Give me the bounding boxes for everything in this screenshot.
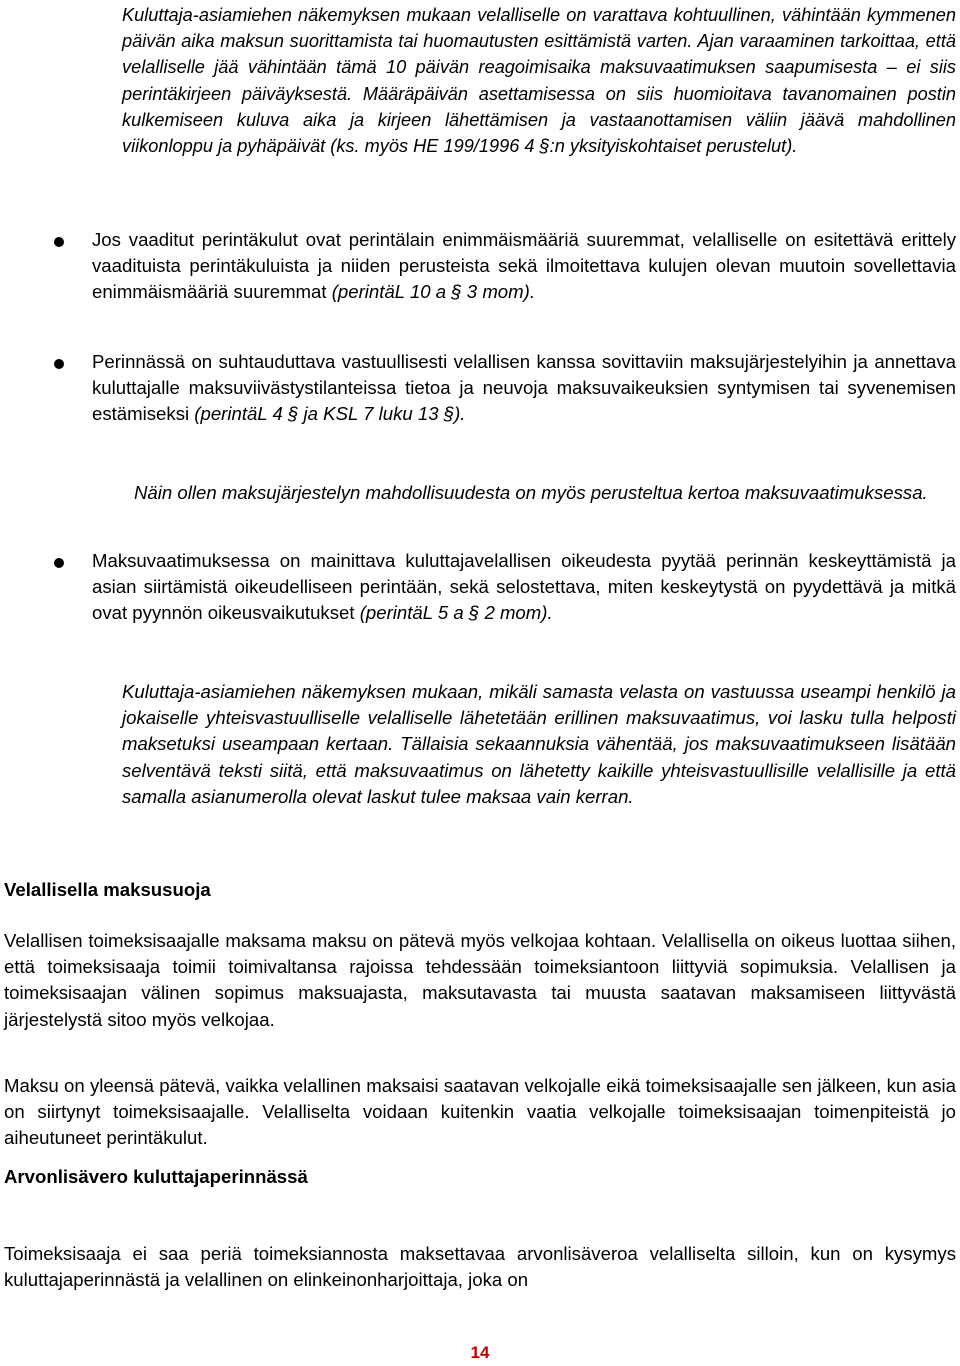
bullet-text: Jos vaaditut perintäkulut ovat perintälain enimmäismääriä suuremmat, velalliselle on esitettävä erittely vaadituista perintäkuluista ja niiden perusteista sekä ilmoitettava kulujen olevan muutoin sovellettavia enimmäismääriä suuremmat [92, 229, 956, 303]
bullet-quote: Näin ollen maksujärjestelyn mahdollisuudesta on myös perusteltua kertoa maksuvaatimuksessa. [134, 482, 928, 503]
legal-reference: (perintäL 10 a § 3 mom). [331, 281, 535, 303]
intro-quote: Kuluttaja-asiamiehen näkemyksen mukaan velalliselle on varattava kohtuullinen, vähintään kymmenen päivän aika maksun suorittamista tai huomautusten esittämistä varten. Ajan varaaminen tarkoittaa, että velalliselle jää vähintään tämä 10 päivän reagoimisaika maksuvaatimuksen saapumisesta – ei siis perintäkirjeen päiväyksestä. Määräpäivän asettamisessa on siis huomioitava tavanomainen postin kulkemiseen kuluva aika ja kirjeen lähettämisen ja vastaanottamisen väliin jäävä mahdollinen viikonloppu ja pyhäpäivät (ks. myös HE 199/1996 4 §:n yksityiskohtaiset perustelut). [122, 5, 956, 157]
page-number: 14 [470, 1343, 490, 1362]
bullet-dot [54, 237, 64, 247]
bullet-dot [54, 558, 64, 568]
body-paragraph: Maksu on yleensä pätevä, vaikka velallinen maksaisi saatavan velkojalle eikä toimeksisaajalle sen jälkeen, kun asia on siirtynyt toimeksisaajalle. Velalliselta voidaan kuitenkin vaatia velkojalle toimeksisaajan toimenpiteistä jo aiheutuneet perintäkulut. [4, 1075, 956, 1149]
bullet-quote: Kuluttaja-asiamiehen näkemyksen mukaan, mikäli samasta velasta on vastuussa useampi henkilö ja jokaiselle yhteisvastuulliselle velalliselle lähetetään erillinen maksuvaatimus, voi lasku tulla helposti maksetuksi useampaan kertaan. Tällaisia sekaannuksia vähentää, jos maksuvaatimukseen lisätään selventävä teksti siitä, että maksuvaatimus on lähetetty kaikille yhteisvastuullisille velallisille ja että samalla asianumerolla olevat laskut tulee maksaa vain kerran. [122, 681, 956, 807]
bullet-paragraph [92, 227, 956, 306]
bullet-paragraph [92, 548, 956, 627]
bullet-dot [54, 359, 64, 369]
section-heading: Velallisella maksusuoja [4, 879, 211, 900]
legal-reference: (perintäL 4 § ja KSL 7 luku 13 §). [194, 403, 466, 425]
body-paragraph: Velallisen toimeksisaajalle maksama maksu on pätevä myös velkojaa kohtaan. Velallisella on oikeus luottaa siihen, että toimeksisaaja toimii toimivaltansa rajoissa tehdessään toimeksiantoon liittyviä sopimuksia. Velallisen ja toimeksisaajan välinen sopimus maksuajasta, maksutavasta tai muusta saatavan maksamiseen liittyvästä järjestelystä sitoo myös velkojaa. [4, 930, 956, 1030]
legal-reference: (perintäL 5 a § 2 mom). [359, 602, 553, 624]
bullet-text: Maksuvaatimuksessa on mainittava kuluttajavelallisen oikeudesta pyytää perinnän keskeyttämistä ja asian siirtämistä oikeudelliseen perintään, sekä selostettava, miten keskeytystä on pyydettävä ja mitkä ovat pyynnön oikeusvaikutukset [92, 550, 956, 624]
bullet-paragraph [92, 349, 956, 428]
body-paragraph: Toimeksisaaja ei saa periä toimeksiannosta maksettavaa arvonlisäveroa velalliselta silloin, kun on kysymys kuluttajaperinnästä ja velallinen on elinkeinonharjoittaja, joka on [4, 1243, 956, 1291]
bullet-text: Perinnässä on suhtauduttava vastuullisesti velallisen kanssa sovittaviin maksujärjestelyihin ja annettava kuluttajalle maksuviivästystilanteissa tietoa ja neuvoja maksuvaikeuksien syntymisen tai syvenemisen estämiseksi [92, 351, 956, 425]
section-heading: Arvonlisävero kuluttajaperinnässä [4, 1166, 308, 1187]
